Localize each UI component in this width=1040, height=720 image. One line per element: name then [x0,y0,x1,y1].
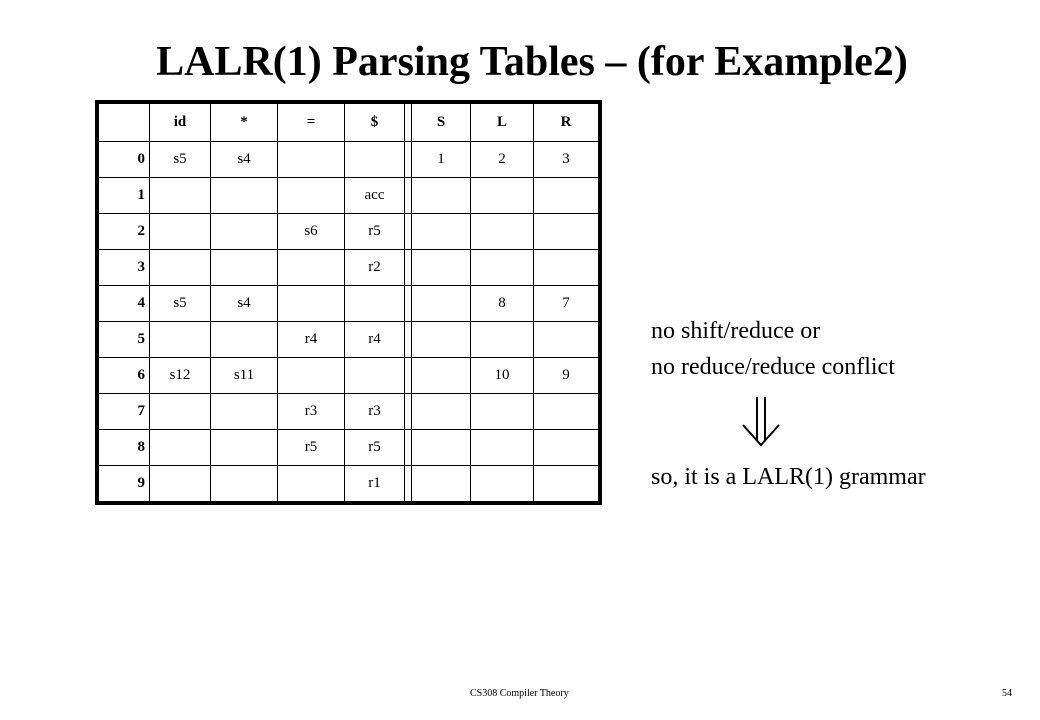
table-header-row [99,104,599,142]
action-cell [278,250,345,286]
table-row [99,214,599,250]
goto-cell [471,214,534,250]
column-separator [405,214,412,250]
goto-cell [471,466,534,502]
table-row [99,322,599,358]
action-cell: r5 [345,214,405,250]
goto-cell [412,466,471,502]
goto-cell [534,178,599,214]
goto-cell: 3 [534,142,599,178]
parsing-table [95,100,602,505]
goto-cell [471,250,534,286]
note-no-shift-reduce: no shift/reduce or [651,318,821,344]
action-cell: r1 [345,466,405,502]
action-cell [345,358,405,394]
table-row [99,394,599,430]
goto-cell [412,430,471,466]
action-cell: s5 [150,142,211,178]
action-cell: s4 [211,286,278,322]
state-cell: 4 [99,286,150,322]
state-cell: 5 [99,322,150,358]
state-cell: 2 [99,214,150,250]
action-cell [211,322,278,358]
action-cell: s4 [211,142,278,178]
action-cell: r3 [345,394,405,430]
header-goto-1: L [471,104,534,142]
action-cell [278,466,345,502]
column-separator [405,104,412,142]
action-cell: acc [345,178,405,214]
action-cell: s11 [211,358,278,394]
column-separator [405,394,412,430]
note-conclusion: so, it is a LALR(1) grammar [651,464,926,490]
action-cell [150,322,211,358]
goto-cell [471,430,534,466]
goto-cell: 9 [534,358,599,394]
goto-cell: 7 [534,286,599,322]
state-cell: 6 [99,358,150,394]
goto-cell [534,430,599,466]
goto-cell [534,394,599,430]
action-cell [211,394,278,430]
goto-cell [471,178,534,214]
table-row [99,178,599,214]
column-separator [405,322,412,358]
header-state [99,104,150,142]
action-cell [150,250,211,286]
header-action-0: id [150,104,211,142]
header-goto-2: R [534,104,599,142]
action-cell: s5 [150,286,211,322]
goto-cell: 2 [471,142,534,178]
goto-cell: 10 [471,358,534,394]
column-separator [405,466,412,502]
table-row [99,358,599,394]
goto-cell [471,322,534,358]
action-cell [150,430,211,466]
action-cell [150,466,211,502]
action-cell [211,178,278,214]
state-cell: 7 [99,394,150,430]
state-cell: 1 [99,178,150,214]
column-separator [405,250,412,286]
goto-cell [534,250,599,286]
action-cell [150,214,211,250]
action-cell [211,430,278,466]
action-cell [278,142,345,178]
footer-course-name: CS308 Compiler Theory [470,688,569,699]
goto-cell [471,394,534,430]
action-cell [211,466,278,502]
action-cell: r5 [278,430,345,466]
goto-cell [412,394,471,430]
table-row [99,142,599,178]
action-cell [150,178,211,214]
action-cell [345,142,405,178]
goto-cell [534,322,599,358]
action-cell [278,178,345,214]
state-cell: 3 [99,250,150,286]
column-separator [405,142,412,178]
action-cell [150,394,211,430]
table-row [99,250,599,286]
column-separator [405,430,412,466]
goto-cell [534,214,599,250]
slide-title: LALR(1) Parsing Tables – (for Example2) [156,39,908,85]
action-cell [211,250,278,286]
header-action-1: * [211,104,278,142]
header-action-3: $ [345,104,405,142]
goto-cell [534,466,599,502]
note-no-reduce-reduce: no reduce/reduce conflict [651,354,895,380]
action-cell: r4 [345,322,405,358]
table-row [99,466,599,502]
goto-cell: 1 [412,142,471,178]
state-cell: 9 [99,466,150,502]
goto-cell [412,214,471,250]
state-cell: 0 [99,142,150,178]
action-cell: s6 [278,214,345,250]
goto-cell: 8 [471,286,534,322]
action-cell: s12 [150,358,211,394]
action-cell: r4 [278,322,345,358]
header-goto-0: S [412,104,471,142]
action-cell: r3 [278,394,345,430]
action-cell [211,214,278,250]
action-cell [278,358,345,394]
column-separator [405,178,412,214]
double-down-arrow-icon [740,395,784,452]
header-action-2: = [278,104,345,142]
action-cell [345,286,405,322]
goto-cell [412,286,471,322]
footer-page-number: 54 [1002,688,1012,699]
goto-cell [412,358,471,394]
goto-cell [412,178,471,214]
table-row [99,430,599,466]
action-cell [278,286,345,322]
column-separator [405,358,412,394]
column-separator [405,286,412,322]
goto-cell [412,322,471,358]
state-cell: 8 [99,430,150,466]
action-cell: r2 [345,250,405,286]
action-cell: r5 [345,430,405,466]
goto-cell [412,250,471,286]
table-row [99,286,599,322]
